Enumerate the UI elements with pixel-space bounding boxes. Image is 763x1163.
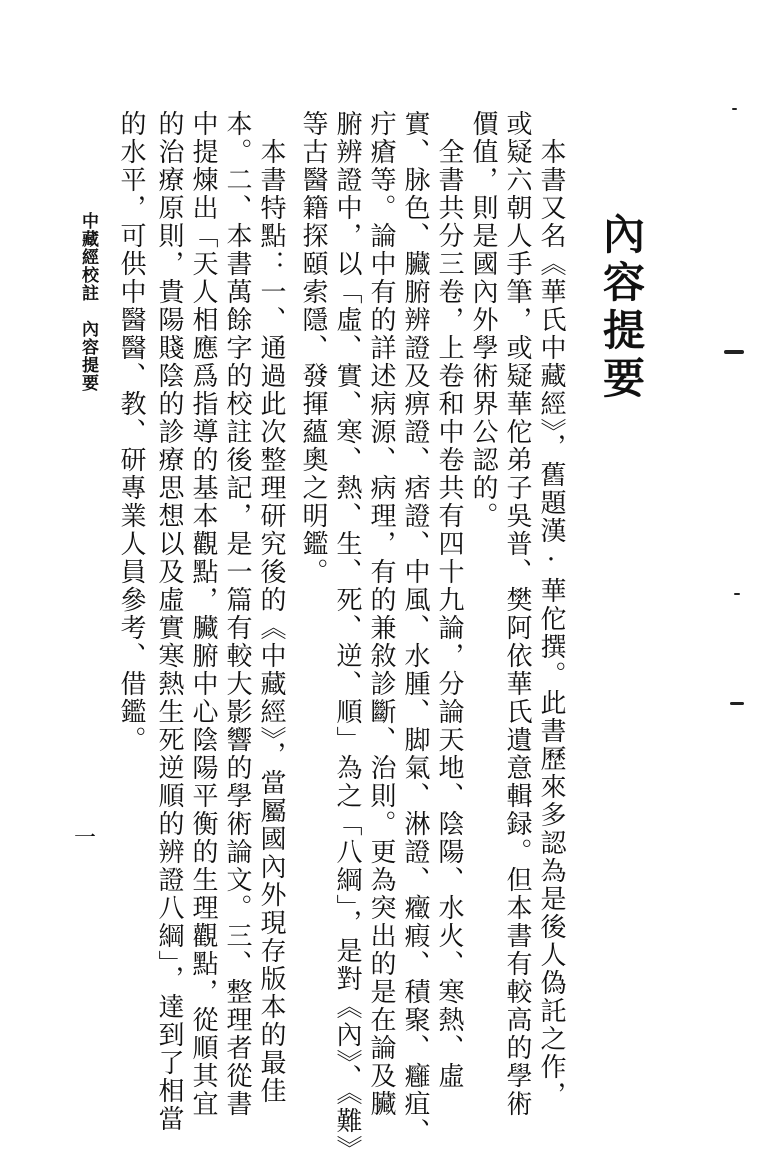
running-header-book: 中藏經校註 — [78, 212, 98, 302]
running-header-section: 內容提要 — [78, 320, 98, 392]
text-column-10: 本。二、本書萬餘字的校註後記，是一篇有較大影響的學術論文。三、整理者從書 — [222, 110, 252, 1118]
text-column-9: 本書特點：一、通過此次整理研究後的《中藏經》，當屬國內外現存版本的最佳 — [256, 138, 286, 1105]
text-column-4: 全書共分三卷，上卷和中卷共有四十九論，分論天地、陰陽、水火、寒熱、虛 — [434, 138, 464, 1090]
text-column-8: 等古醫籍探頤索隱、發揮蘊奧之明鑑。 — [298, 110, 328, 586]
text-column-11: 中提煉出「天人相應爲指導的基本觀點，臟腑中心陰陽平衡的生理觀點，從順其宜 — [188, 110, 218, 1118]
text-column-6: 疔瘡等。論中有的詳述病源、病理，有的兼敘診斷、治則。更為突出的是在論及臟 — [366, 110, 396, 1118]
text-column-7: 腑辨證中，以「虛、實、寒、熱、生、死、逆、順」為之「八綱」，是對《內》、《難》 — [332, 110, 362, 1163]
scan-speck — [724, 350, 744, 354]
text-column-5: 實、脉色、臟腑辨證及痹證、痞證、中風、水腫、脚氣、淋證、癥瘕、積聚、癰疽、 — [400, 110, 430, 1146]
text-column-3: 價值，則是國內外學術界公認的。 — [468, 110, 498, 530]
scan-speck — [730, 702, 744, 705]
text-column-12: 的治療原則，貴陽賤陰的診療思想以及虛實寒熱生死逆順的辨證八綱」，達到了相當 — [154, 110, 184, 1133]
page-title: 內容提要 — [597, 212, 646, 404]
page-number: 一 — [74, 826, 97, 851]
text-column-1: 本書又名《華氏中藏經》，舊題漢·華佗撰。此書歷來多認為是後人偽託之作， — [536, 138, 566, 1109]
text-column-2: 或疑六朝人手筆，或疑華佗弟子吳普、樊阿依華氏遺意輯録。但本書有較高的學術 — [502, 110, 532, 1118]
text-column-13: 的水平，可供中醫醫、教、研專業人員參考、借鑑。 — [116, 110, 146, 754]
scan-speck — [732, 108, 737, 110]
scan-speck — [734, 593, 740, 595]
